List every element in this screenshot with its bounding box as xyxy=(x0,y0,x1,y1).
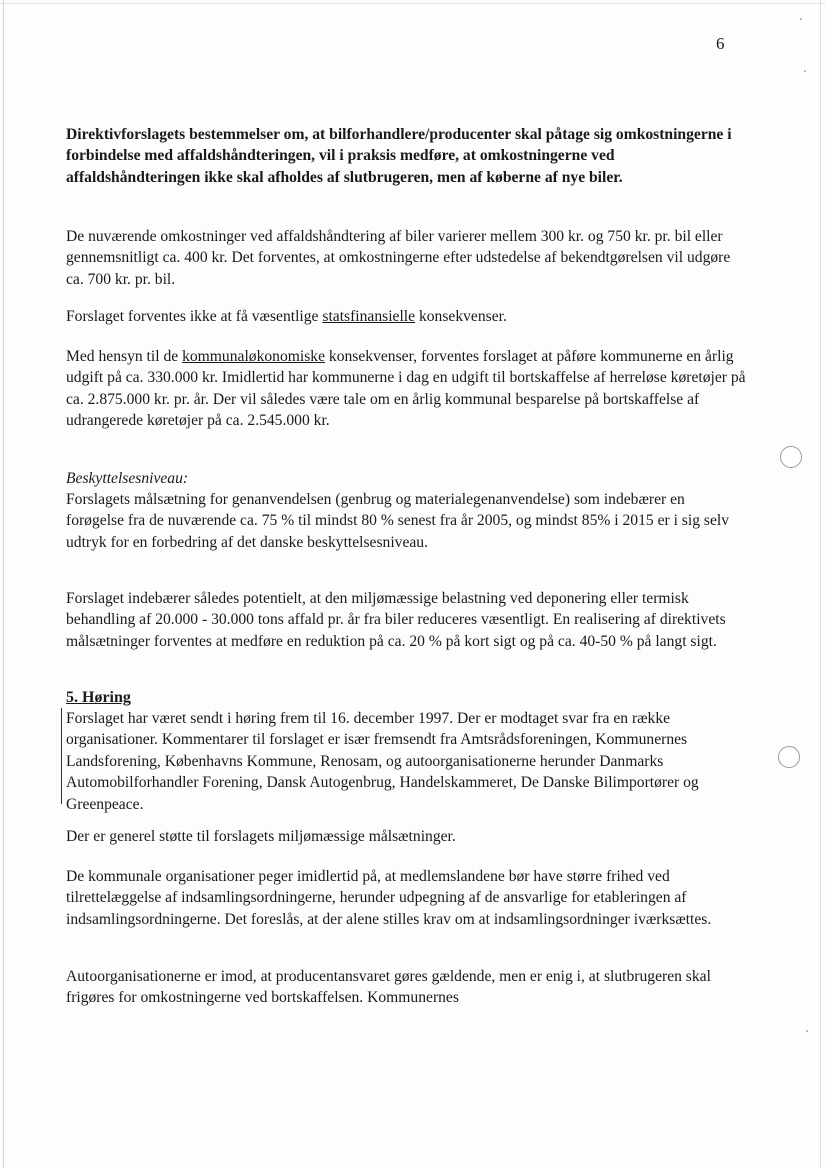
paragraph-environmental-burden: Forslaget indebærer således potentielt, at den miljømæssige belastning ved deponering eller termisk behandling af 20.000 - 30.000 tons affald pr. år fra biler reduceres væsentligt. En realisering af direktivets målsætninger forventes at medføre en reduktion på ca. 20 % på kort sigt og på ca. 40-50 % på langt sigt. xyxy=(66,590,726,650)
punch-hole-upper xyxy=(780,446,802,468)
paragraph-municipal-organisations: De kommunale organisationer peger imidlertid på, at medlemslandene bør have større frihed ved tilrettelæggelse af indsamlingsordningerne, herunder udpegning af de ansvarlige for etableringen af indsamlingsordningerne. Det foreslås, at der alene stilles krav om at indsamlingsordninger iværksættes. xyxy=(66,868,712,928)
margin-change-bar xyxy=(61,708,62,804)
paragraph-municipal-economy xyxy=(66,346,746,432)
scan-edge-right xyxy=(820,0,821,1168)
scan-speck xyxy=(806,1030,808,1032)
paragraph-consultation: Forslaget har været sendt i høring frem til 16. december 1997. Der er modtaget svar fra en række organisationer. Kommentarer til forslaget er især fremsendt fra Amtsrådsforeningen, Kommunernes Landsforening, Københavns Kommune, Renosam, og autoorganisationerne herunder Danmarks Automobilforhandler Forening, Dansk Autogenbrug, Handelskammeret, De Danske Bilimportører og Greenpeace. xyxy=(66,710,699,813)
paragraph-current-costs: De nuværende omkostninger ved affaldshåndtering af biler varierer mellem 300 kr. og 750 kr. pr. bil eller gennemsnitligt ca. 400 kr. Det forventes, at omkostningerne efter udstedelse af bekendtgørelsen vil udgøre ca. 700 kr. pr. bil. xyxy=(66,228,731,288)
scan-speck xyxy=(800,18,802,20)
paragraph-state-finance xyxy=(66,306,746,327)
scan-edge-left xyxy=(3,0,4,1168)
paragraph-directive-costs: Direktivforslagets bestemmelser om, at bilforhandlere/producenter skal påtage sig omkostningerne i forbindelse med affaldshåndteringen, vil i praksis medføre, at omkostningerne ved affaldshåndteringen ikke skal afholdes af slutbrugeren, men af køberne af nye biler. xyxy=(66,126,732,186)
page-number: 6 xyxy=(716,34,725,53)
paragraph-auto-organisations: Autoorganisationerne er imod, at producentansvaret gøres gældende, men er enig i, at slutbrugeren skal frigøres for omkostningerne ved bortskaffelsen. Kommunernes xyxy=(66,968,711,1007)
punch-hole-lower xyxy=(778,746,800,768)
paragraph-municipal-text-start: Med hensyn til de xyxy=(66,348,183,365)
paragraph-general-support: Der er generel støtte til forslagets miljømæssige målsætninger. xyxy=(66,828,456,845)
paragraph-municipal-text-end: konsekvenser, forventes forslaget at påføre kommunerne en årlig udgift på ca. 330.000 kr. Imidlertid har kommunerne i dag en udgift til bortskaffelse af herreløse køretøjer på ca. 2.875.000 kr. pr. år. Der vil således være tale om en årlig kommunal besparelse på bortskaffelse af udrangerede køretøjer på ca. 2.545.000 kr. xyxy=(66,348,746,430)
keyword-statsfinansielle: statsfinansielle xyxy=(322,308,416,325)
keyword-kommunaloekonomiske: kommunaløkonomiske xyxy=(182,348,326,365)
paragraph-protection-level: Forslagets målsætning for genanvendelsen (genbrug og materialegenanvendelse) som indebærer en forøgelse fra de nuværende ca. 75 % til mindst 80 % senest fra år 2005, og mindst 85% i 2015 er i sig selv udtryk for en forbedring af det danske beskyttelsesniveau. xyxy=(66,491,730,551)
scan-edge-top xyxy=(0,3,825,4)
label-protection-level: Beskyttelsesniveau: xyxy=(66,470,189,487)
section-heading-hoering: 5. Høring xyxy=(66,689,131,706)
scan-speck xyxy=(804,70,806,72)
paragraph-state-finance-text-start: Forslaget forventes ikke at få væsentlige xyxy=(66,308,323,325)
paragraph-state-finance-text-end: konsekvenser. xyxy=(415,308,507,325)
